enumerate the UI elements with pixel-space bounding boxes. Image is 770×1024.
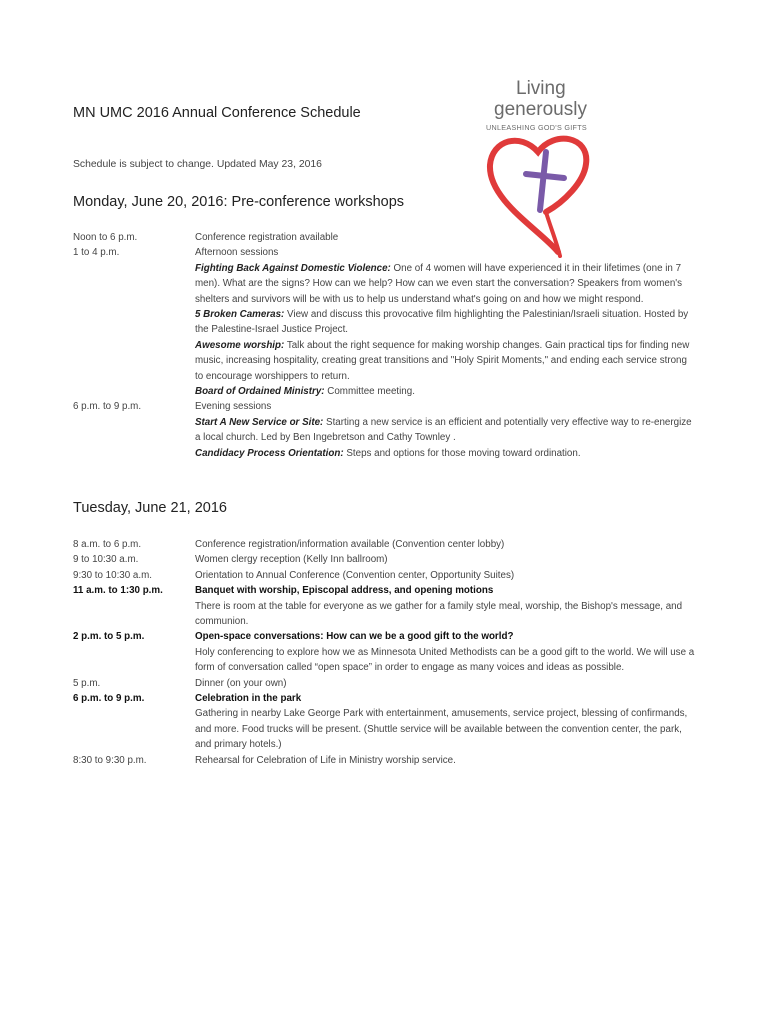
session-label: Board of Ordained Ministry: <box>195 386 325 398</box>
schedule-row <box>73 629 703 675</box>
session-heading: Evening sessions <box>195 401 272 413</box>
cross-vertical <box>540 152 546 210</box>
session-label: Fighting Back Against Domestic Violence: <box>195 262 391 274</box>
row-desc <box>195 245 695 399</box>
session-label: Awesome worship: <box>195 339 285 351</box>
row-desc <box>195 629 695 675</box>
session-text: One of 4 women will have experienced it in their lifetimes (one in 7 men). What are the signs? How can we help? How can we even start the conversation? Speakers from women's shelters and survivors will be with us to help us understand what's going on and how we might respond. <box>195 262 683 305</box>
tuesday-heading: Tuesday, June 21, 2016 <box>73 500 227 516</box>
row-desc <box>195 691 695 753</box>
row-time: 6 p.m. to 9 p.m. <box>73 401 142 413</box>
row-desc: Women clergy reception (Kelly Inn ballroom) <box>195 554 388 566</box>
session-item <box>195 261 695 307</box>
row-time: 8:30 to 9:30 p.m. <box>73 754 147 766</box>
session-item <box>195 338 695 384</box>
schedule-row <box>73 583 703 629</box>
row-desc: Conference registration available <box>195 232 339 243</box>
event-title: Celebration in the park <box>195 693 302 705</box>
session-item <box>195 384 695 399</box>
row-desc: Dinner (on your own) <box>195 677 287 689</box>
cross-horizontal <box>526 174 564 178</box>
row-desc <box>195 583 695 629</box>
logo-text-generously: generously <box>494 99 587 120</box>
row-desc <box>195 399 695 461</box>
row-time: 8 a.m. to 6 p.m. <box>73 539 142 550</box>
row-desc: Rehearsal for Celebration of Life in Ministry worship service. <box>195 754 456 766</box>
schedule-row <box>73 245 703 399</box>
row-time: 1 to 4 p.m. <box>73 247 120 259</box>
session-label: 5 Broken Cameras: <box>195 309 285 321</box>
monday-heading: Monday, June 20, 2016: Pre-conference workshops <box>73 194 405 210</box>
session-item <box>195 415 695 446</box>
schedule-row <box>73 399 703 461</box>
row-time: 6 p.m. to 9 p.m. <box>73 693 145 705</box>
logo-text-living: Living <box>516 78 566 99</box>
monday-schedule <box>73 230 703 461</box>
schedule-row <box>73 568 703 583</box>
schedule-row <box>73 537 703 552</box>
row-time: 11 a.m. to 1:30 p.m. <box>73 585 163 597</box>
event-text: There is room at the table for everyone as we gather for a family style meal, worship, the Bishop's message, and communion. <box>195 600 683 628</box>
row-time: 9:30 to 10:30 a.m. <box>73 569 152 581</box>
session-text: Starting a new service is an efficient and potentially very effective way to re-energize a local church. Led by Ben Ingebretson and Cathy Townley . <box>195 416 692 444</box>
logo-tagline: UNLEASHING GOD'S GIFTS <box>486 123 588 132</box>
event-title: Open-space conversations: How can we be a good gift to the world? <box>195 631 514 643</box>
event-title: Banquet with worship, Episcopal address, and opening motions <box>195 585 494 597</box>
session-label: Candidacy Process Orientation: <box>195 447 344 459</box>
schedule-row <box>73 230 703 245</box>
schedule-row <box>73 676 703 691</box>
session-text: View and discuss this provocative film highlighting the Palestinian/Israeli situation. Hosted by the Palestine-Israel Justice Project. <box>195 309 689 336</box>
event-text: Holy conferencing to explore how we as Minnesota United Methodists can be a good gift to the world. We will use a form of conversation called “open space” in order to engage as many voices and ideas as possible. <box>195 646 695 674</box>
row-desc: Conference registration/information available (Convention center lobby) <box>195 539 505 550</box>
row-time: 5 p.m. <box>73 677 101 689</box>
session-text: Talk about the right sequence for making worship changes. Gain practical tips for finding new music, increasing hospitality, creating great transitions and "Holy Spirit Moments," and ending each service strong to encourage worshippers to return. <box>195 339 690 382</box>
tuesday-schedule <box>73 537 703 768</box>
session-heading: Afternoon sessions <box>195 247 279 259</box>
session-label: Start A New Service or Site: <box>195 416 324 428</box>
schedule-row <box>73 691 703 753</box>
document-title: MN UMC 2016 Annual Conference Schedule <box>73 105 361 121</box>
event-text: Gathering in nearby Lake George Park with entertainment, amusements, service project, blessing of confirmands, and more. Food trucks will be present. (Shuttle service will be available between the convention center, the park, and primary hotels.) <box>195 708 688 751</box>
session-item <box>195 307 695 338</box>
row-time: 9 to 10:30 a.m. <box>73 554 139 566</box>
row-desc: Orientation to Annual Conference (Convention center, Opportunity Suites) <box>195 569 515 581</box>
schedule-row <box>73 552 703 567</box>
session-text: Committee meeting. <box>324 386 415 398</box>
update-note: Schedule is subject to change. Updated May 23, 2016 <box>73 159 322 170</box>
row-time: 2 p.m. to 5 p.m. <box>73 631 145 643</box>
session-text: Steps and options for those moving toward ordination. <box>343 447 581 459</box>
row-time: Noon to 6 p.m. <box>73 232 138 243</box>
session-item <box>195 446 695 461</box>
schedule-row <box>73 753 703 768</box>
